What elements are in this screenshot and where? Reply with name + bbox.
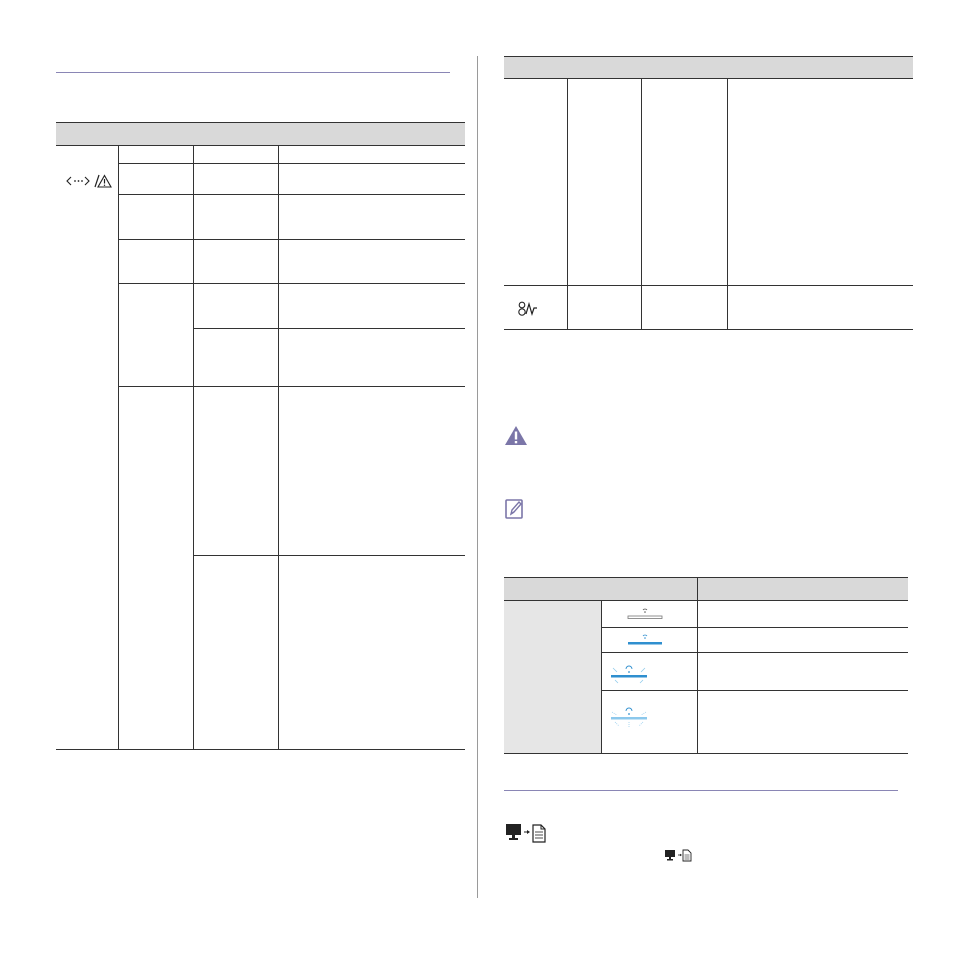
table-row	[601, 690, 908, 691]
table-row	[193, 555, 465, 556]
print-screen-icon	[505, 823, 547, 843]
section-title-rule	[504, 790, 898, 791]
print-screen-inline-icon	[664, 849, 692, 862]
wireless-row-label-cell	[504, 601, 601, 753]
table-header-row	[56, 123, 465, 145]
table-row	[118, 163, 465, 164]
wireless-off-icon	[627, 606, 663, 620]
section-title-rule	[56, 72, 450, 73]
table-row	[118, 239, 465, 240]
table-header-row	[504, 578, 908, 600]
wireless-blinking-slow-icon	[609, 664, 649, 684]
wireless-on-icon	[627, 632, 663, 646]
caution-triangle-icon	[504, 425, 528, 446]
network-error-led-icon	[66, 173, 112, 189]
column-divider	[477, 56, 478, 898]
table-row	[193, 328, 465, 329]
table-row	[118, 386, 465, 387]
wps-led-icon	[517, 301, 539, 317]
note-pencil-icon	[505, 498, 525, 520]
wireless-blinking-fast-icon	[609, 706, 649, 728]
table-row	[118, 283, 465, 284]
table-row	[601, 652, 908, 653]
table-row	[118, 194, 465, 195]
table-row	[504, 285, 913, 286]
table-row	[601, 627, 908, 628]
table-header-row	[504, 57, 913, 78]
